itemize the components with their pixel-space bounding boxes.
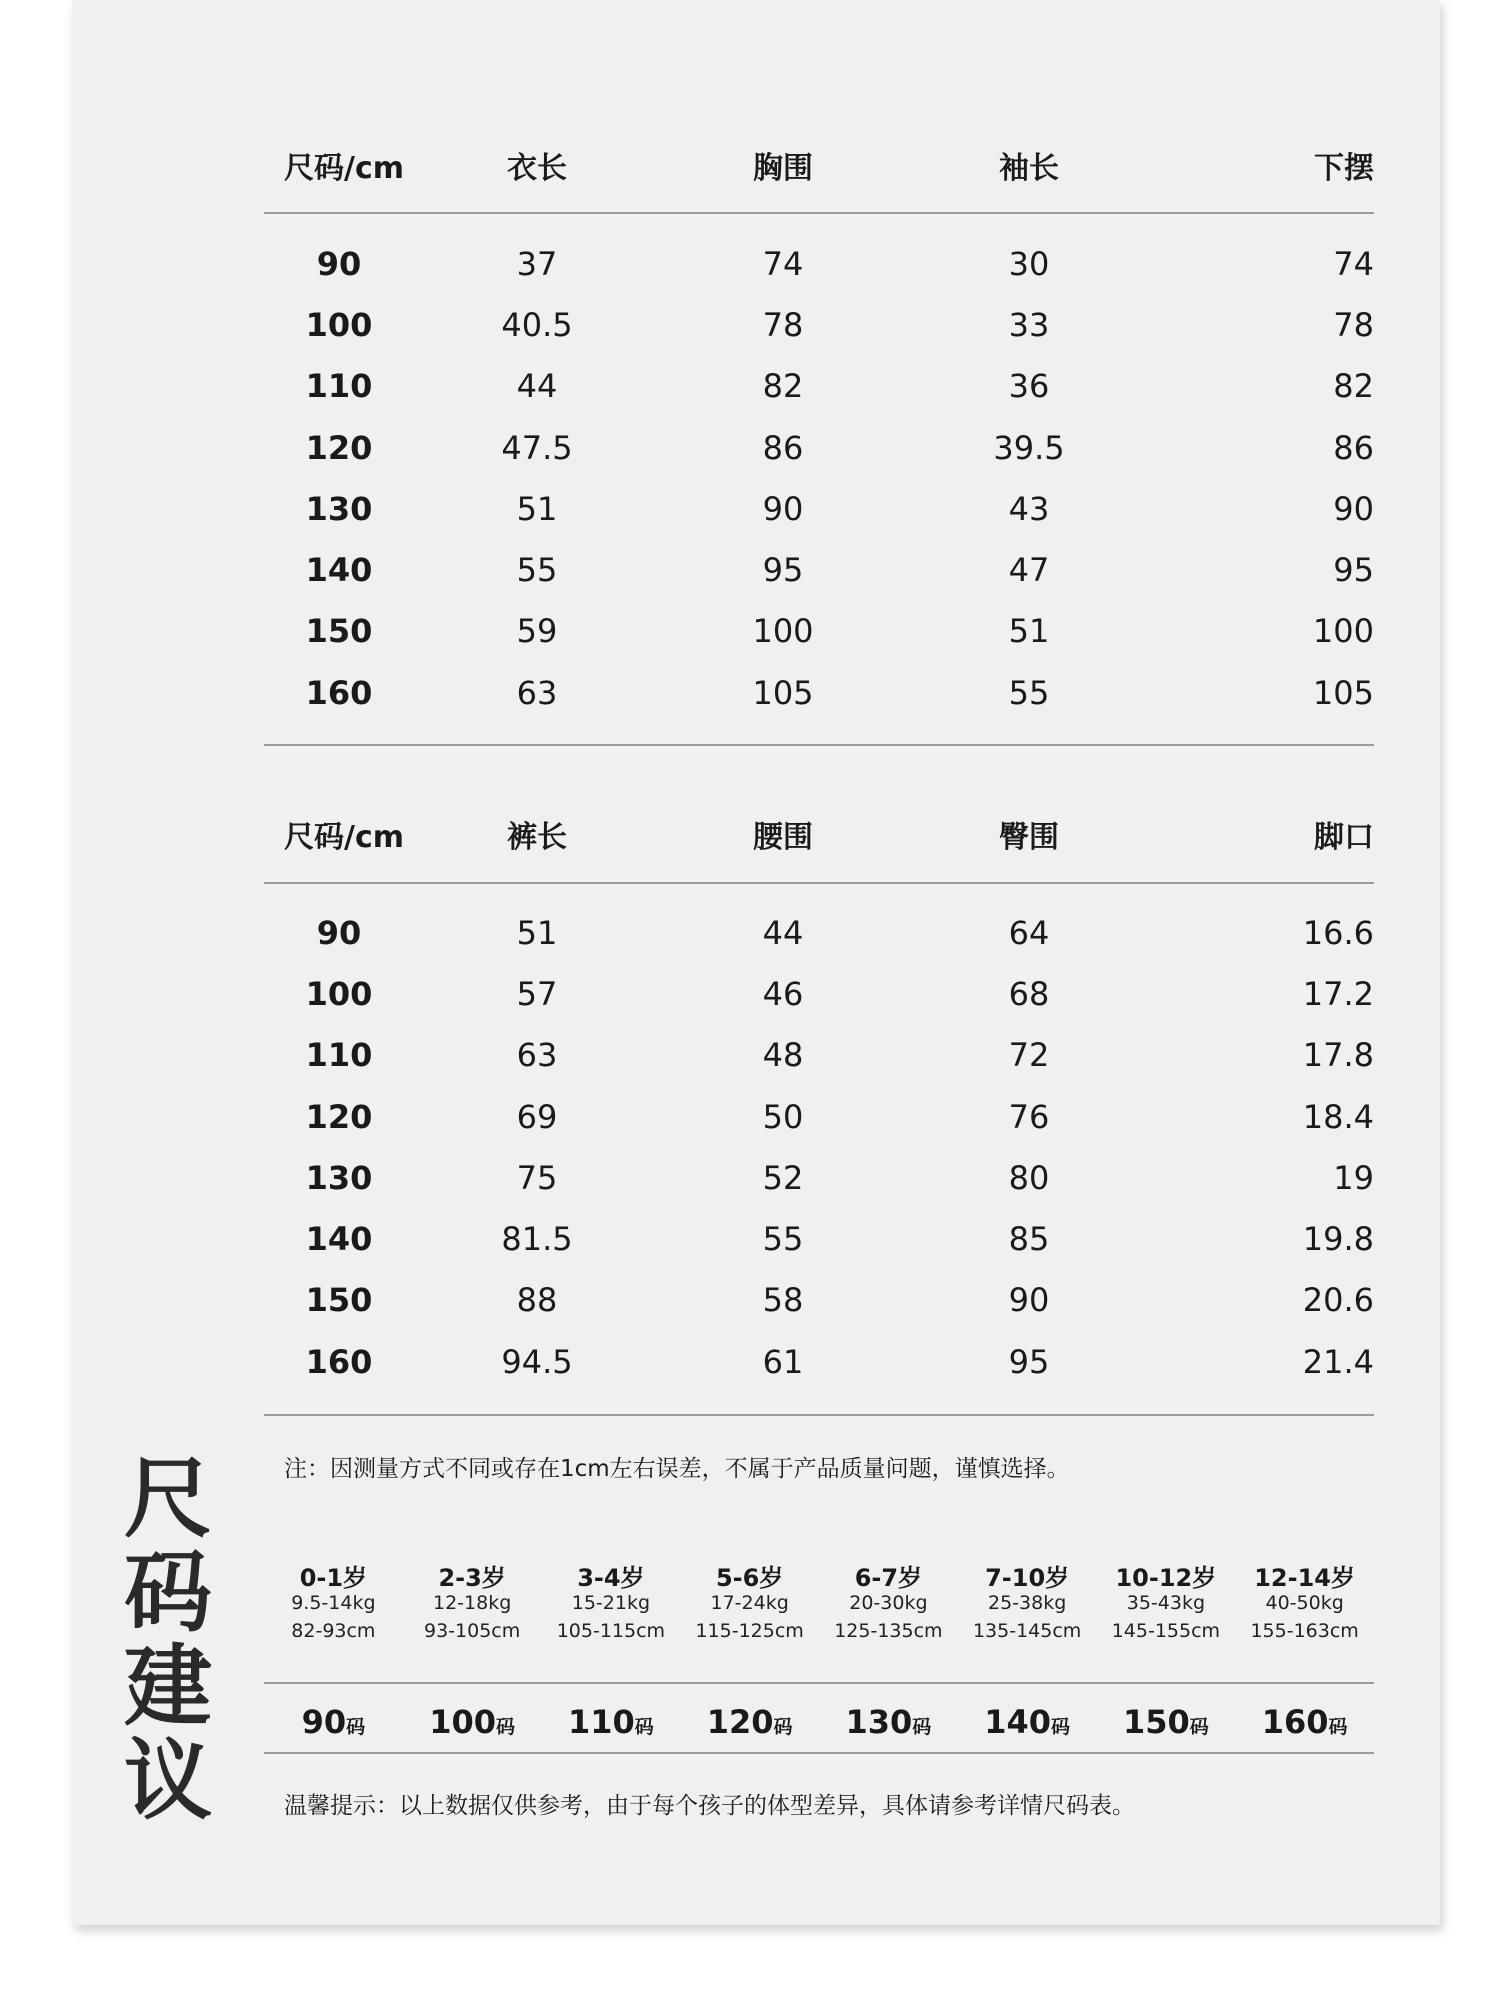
- value-cell: 95: [762, 551, 804, 590]
- size-cell: 140: [305, 551, 373, 590]
- title-char: 码: [124, 1541, 213, 1644]
- value-cell: 51: [1008, 612, 1050, 651]
- value-cell: 47: [1008, 551, 1050, 590]
- size-unit: 码: [1328, 1716, 1348, 1738]
- header-size: 尺码/cm: [284, 820, 404, 855]
- size-number: 120: [706, 1703, 774, 1741]
- age-label: 10-12岁: [1115, 1564, 1217, 1592]
- value-cell: 57: [516, 974, 558, 1013]
- value-cell: 86: [762, 428, 804, 467]
- size-cell: 130: [305, 489, 373, 528]
- recommended-size: [958, 1703, 1097, 1741]
- value-cell: 105: [1312, 673, 1374, 712]
- value-cell: 78: [762, 305, 804, 344]
- divider: [264, 744, 1374, 746]
- value-cell: 33: [1008, 305, 1050, 344]
- value-cell: 105: [752, 673, 814, 712]
- table-row: [264, 1208, 1374, 1269]
- age-column: [1235, 1558, 1374, 1648]
- value-cell: 52: [762, 1158, 804, 1197]
- size-cell: 160: [305, 673, 373, 712]
- divider: [264, 1682, 1374, 1684]
- value-cell: 95: [1333, 551, 1374, 590]
- value-cell: 61: [762, 1342, 804, 1381]
- value-cell: 100: [752, 612, 814, 651]
- value-cell: 88: [516, 1281, 558, 1320]
- value-cell: 51: [516, 489, 558, 528]
- age-label: 2-3岁: [438, 1564, 506, 1592]
- value-cell: 17.2: [1302, 974, 1374, 1013]
- recommended-sizes: [264, 1688, 1374, 1756]
- table-row: [264, 1331, 1374, 1392]
- value-cell: 21.4: [1302, 1342, 1374, 1381]
- age-column: [680, 1558, 819, 1648]
- age-label: 7-10岁: [985, 1564, 1070, 1592]
- value-cell: 94.5: [501, 1342, 573, 1381]
- title-char: 议: [124, 1729, 213, 1832]
- size-number: 150: [1122, 1703, 1190, 1741]
- weight-range: 35-43kg: [1126, 1592, 1206, 1614]
- value-cell: 19: [1333, 1158, 1374, 1197]
- age-column: [403, 1558, 542, 1648]
- header-cuff: 脚口: [1314, 820, 1374, 855]
- header-waist: 腰围: [753, 820, 813, 855]
- size-unit: 码: [1051, 1716, 1071, 1738]
- size-number: 160: [1261, 1703, 1329, 1741]
- value-cell: 74: [1333, 244, 1374, 283]
- size-cell: 100: [305, 974, 373, 1013]
- value-cell: 63: [516, 1036, 558, 1075]
- value-cell: 58: [762, 1281, 804, 1320]
- size-unit: 码: [1189, 1716, 1209, 1738]
- size-cell: 150: [305, 1281, 373, 1320]
- value-cell: 48: [762, 1036, 804, 1075]
- value-cell: 82: [1333, 367, 1374, 406]
- age-column: [542, 1558, 681, 1648]
- top-table-body: [264, 233, 1374, 723]
- height-range: 145-155cm: [1111, 1620, 1221, 1642]
- weight-range: 17-24kg: [710, 1592, 789, 1614]
- age-column: [1097, 1558, 1236, 1648]
- size-cell: 140: [305, 1220, 373, 1259]
- value-cell: 17.8: [1302, 1036, 1374, 1075]
- height-range: 155-163cm: [1250, 1620, 1359, 1642]
- size-cell: 100: [305, 305, 373, 344]
- size-unit: 码: [634, 1716, 654, 1738]
- value-cell: 90: [1008, 1281, 1050, 1320]
- value-cell: 55: [762, 1220, 804, 1259]
- bottom-table-body: [264, 902, 1374, 1392]
- value-cell: 16.6: [1302, 913, 1374, 952]
- title-char: 建: [124, 1635, 213, 1738]
- height-range: 105-115cm: [556, 1620, 666, 1642]
- size-cell: 90: [316, 244, 362, 283]
- header-size: 尺码/cm: [284, 151, 404, 186]
- weight-range: 20-30kg: [849, 1592, 928, 1614]
- age-column: [264, 1558, 403, 1648]
- bottom-size-table: [264, 780, 1374, 888]
- value-cell: 43: [1008, 489, 1050, 528]
- value-cell: 30: [1008, 244, 1050, 283]
- divider: [264, 1414, 1374, 1416]
- recommended-size: [1097, 1703, 1236, 1741]
- value-cell: 37: [516, 244, 558, 283]
- table-row: [264, 233, 1374, 294]
- table-row: [264, 539, 1374, 600]
- value-cell: 90: [762, 489, 804, 528]
- table-row: [264, 1025, 1374, 1086]
- size-unit: 码: [773, 1716, 793, 1738]
- value-cell: 55: [516, 551, 558, 590]
- height-range: 93-105cm: [423, 1620, 521, 1642]
- size-cell: 160: [305, 1342, 373, 1381]
- age-label: 0-1岁: [299, 1564, 368, 1592]
- size-number: 140: [984, 1703, 1052, 1741]
- value-cell: 47.5: [501, 428, 573, 467]
- divider: [264, 882, 1374, 884]
- warm-tip: 温馨提示：以上数据仅供参考，由于每个孩子的体型差异，具体请参考详情尺码表。: [284, 1793, 1135, 1819]
- height-range: 82-93cm: [291, 1620, 376, 1642]
- value-cell: 78: [1333, 305, 1374, 344]
- header-hem: 下摆: [1314, 151, 1374, 186]
- height-range: 115-125cm: [695, 1620, 804, 1642]
- value-cell: 68: [1008, 974, 1050, 1013]
- value-cell: 69: [516, 1097, 558, 1136]
- value-cell: 80: [1008, 1158, 1050, 1197]
- age-label: 3-4岁: [577, 1564, 645, 1592]
- weight-range: 25-38kg: [987, 1592, 1067, 1614]
- title-char: 尺: [124, 1447, 213, 1550]
- size-number: 110: [567, 1703, 635, 1741]
- value-cell: 95: [1008, 1342, 1050, 1381]
- header-hip: 臀围: [999, 820, 1059, 855]
- bottom-table-header: [264, 780, 1374, 888]
- value-cell: 85: [1008, 1220, 1050, 1259]
- weight-range: 40-50kg: [1265, 1592, 1344, 1614]
- size-cell: 150: [305, 612, 373, 651]
- value-cell: 20.6: [1302, 1281, 1374, 1320]
- size-number: 90: [301, 1703, 347, 1741]
- age-label: 12-14岁: [1254, 1564, 1355, 1592]
- value-cell: 55: [1008, 673, 1050, 712]
- value-cell: 75: [516, 1158, 558, 1197]
- size-cell: 120: [305, 428, 373, 467]
- recommended-size: [264, 1703, 403, 1741]
- table-row: [264, 662, 1374, 723]
- value-cell: 44: [516, 367, 558, 406]
- table-row: [264, 478, 1374, 539]
- age-recommendations: [264, 1558, 1374, 1648]
- value-cell: 50: [762, 1097, 804, 1136]
- size-cell: 120: [305, 1097, 373, 1136]
- size-unit: 码: [346, 1716, 366, 1738]
- header-length: 衣长: [507, 151, 567, 186]
- value-cell: 39.5: [993, 428, 1065, 467]
- value-cell: 82: [762, 367, 804, 406]
- divider: [264, 212, 1374, 214]
- value-cell: 100: [1312, 612, 1374, 651]
- age-column: [958, 1558, 1097, 1648]
- recommended-size: [1235, 1703, 1374, 1741]
- divider: [264, 1752, 1374, 1754]
- size-unit: 码: [496, 1716, 516, 1738]
- size-cell: 110: [305, 1036, 373, 1075]
- weight-range: 12-18kg: [432, 1592, 512, 1614]
- age-column: [819, 1558, 958, 1648]
- value-cell: 81.5: [501, 1220, 573, 1259]
- table-row: [264, 294, 1374, 355]
- value-cell: 90: [1333, 489, 1374, 528]
- table-row: [264, 902, 1374, 963]
- size-unit: 码: [912, 1716, 932, 1738]
- table-row: [264, 1086, 1374, 1147]
- size-cell: 110: [305, 367, 373, 406]
- value-cell: 64: [1008, 913, 1050, 952]
- size-suggestion-title: [124, 1447, 214, 1832]
- value-cell: 72: [1008, 1036, 1050, 1075]
- table-row: [264, 417, 1374, 478]
- value-cell: 86: [1333, 428, 1374, 467]
- header-sleeve: 袖长: [999, 151, 1059, 186]
- value-cell: 44: [762, 913, 804, 952]
- value-cell: 18.4: [1302, 1097, 1374, 1136]
- value-cell: 51: [516, 913, 558, 952]
- table-row: [264, 963, 1374, 1024]
- size-cell: 130: [305, 1158, 373, 1197]
- height-range: 135-145cm: [972, 1620, 1082, 1642]
- value-cell: 36: [1008, 367, 1050, 406]
- header-chest: 胸围: [753, 151, 813, 186]
- table-row: [264, 1147, 1374, 1208]
- value-cell: 46: [762, 974, 804, 1013]
- value-cell: 74: [762, 244, 804, 283]
- recommended-size: [542, 1703, 681, 1741]
- value-cell: 63: [516, 673, 558, 712]
- recommended-size: [680, 1703, 819, 1741]
- recommended-size: [403, 1703, 542, 1741]
- size-cell: 90: [316, 913, 362, 952]
- value-cell: 40.5: [501, 305, 573, 344]
- table-row: [264, 356, 1374, 417]
- weight-range: 9.5-14kg: [291, 1592, 376, 1614]
- recommended-size: [819, 1703, 958, 1741]
- table-row: [264, 1270, 1374, 1331]
- height-range: 125-135cm: [834, 1620, 943, 1642]
- weight-range: 15-21kg: [571, 1592, 651, 1614]
- size-number: 130: [845, 1703, 913, 1741]
- header-pants-length: 裤长: [507, 820, 567, 855]
- age-label: 6-7岁: [854, 1564, 923, 1592]
- value-cell: 59: [516, 612, 558, 651]
- top-table-header: [264, 111, 1374, 219]
- measurement-note: 注：因测量方式不同或存在1cm左右误差，不属于产品质量问题，谨慎选择。: [284, 1456, 1070, 1482]
- table-row: [264, 601, 1374, 662]
- value-cell: 76: [1008, 1097, 1050, 1136]
- top-size-table: [264, 111, 1374, 219]
- value-cell: 19.8: [1302, 1220, 1374, 1259]
- size-number: 100: [429, 1703, 497, 1741]
- age-label: 5-6岁: [715, 1564, 784, 1592]
